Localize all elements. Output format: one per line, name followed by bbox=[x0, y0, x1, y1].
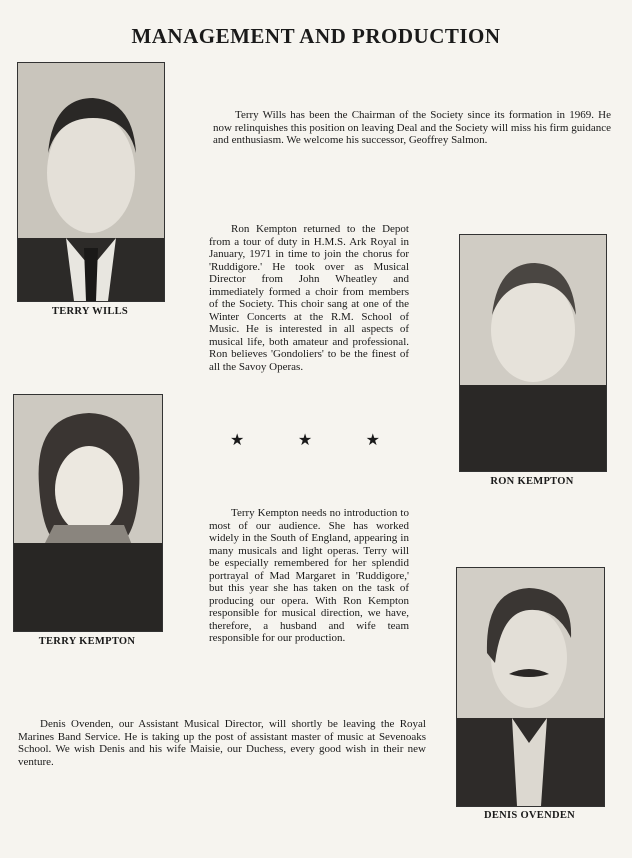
star-divider bbox=[230, 430, 380, 449]
terry-wills-caption: TERRY WILLS bbox=[51, 306, 129, 317]
terry-wills-paragraph: Terry Wills has been the Chairman of the Society since its formation in 1969. He now relinquishes this position on leaving Deal and the Society will miss his firm guidance and enthusiasm. We welcome his successor, Geoffrey Salmon. bbox=[213, 109, 611, 146]
denis-ovenden-paragraph: Denis Ovenden, our Assistant Musical Director, will shortly be leaving the Royal Marines Band Service. He is taking up the post of assistant master of music at Sevenoaks School. We wish Denis and his wife Maisie, our Duchess, every good wish in their new venture. bbox=[18, 718, 426, 768]
terry-kempton-paragraph: Terry Kempton needs no introduction to most of our audience. She has worked widely in the South of England, appearing in many musicals and light operas. Terry will be especially remembered for her splendid portrayal of Mad Margaret in 'Ruddigore,' but this year she has taken on the task of producing our opera. With Ron Kempton responsible for musical direction, we have, therefore, a husband and wife team responsible for our production. bbox=[209, 507, 409, 644]
star-icon: ★ bbox=[297, 430, 313, 449]
ron-kempton-caption: RON KEMPTON bbox=[490, 476, 574, 487]
page-title: MANAGEMENT AND PRODUCTION bbox=[131, 24, 501, 48]
terry-kempton-photo bbox=[13, 394, 163, 632]
ron-kempton-photo bbox=[459, 234, 607, 472]
terry-kempton-caption: TERRY KEMPTON bbox=[38, 636, 136, 647]
ron-kempton-paragraph: Ron Kempton returned to the Depot from a tour of duty in H.M.S. Ark Royal in January, 1971 in time to join the chorus for 'Ruddigore.' He took over as Musical Director from John Wheatley and immediately formed a choir from members of the Society. This choir sang at one of the Winter Concerts at the R.M. School of Music. He is interested in all aspects of musical life, both amateur and professional. Ron believes 'Gondoliers' to be the finest of all the Savoy Operas. bbox=[209, 223, 409, 373]
denis-ovenden-photo bbox=[456, 567, 605, 807]
denis-ovenden-caption: DENIS OVENDEN bbox=[483, 810, 576, 821]
star-icon: ★ bbox=[365, 430, 380, 449]
terry-wills-photo bbox=[17, 62, 165, 302]
star-icon: ★ bbox=[230, 430, 245, 449]
